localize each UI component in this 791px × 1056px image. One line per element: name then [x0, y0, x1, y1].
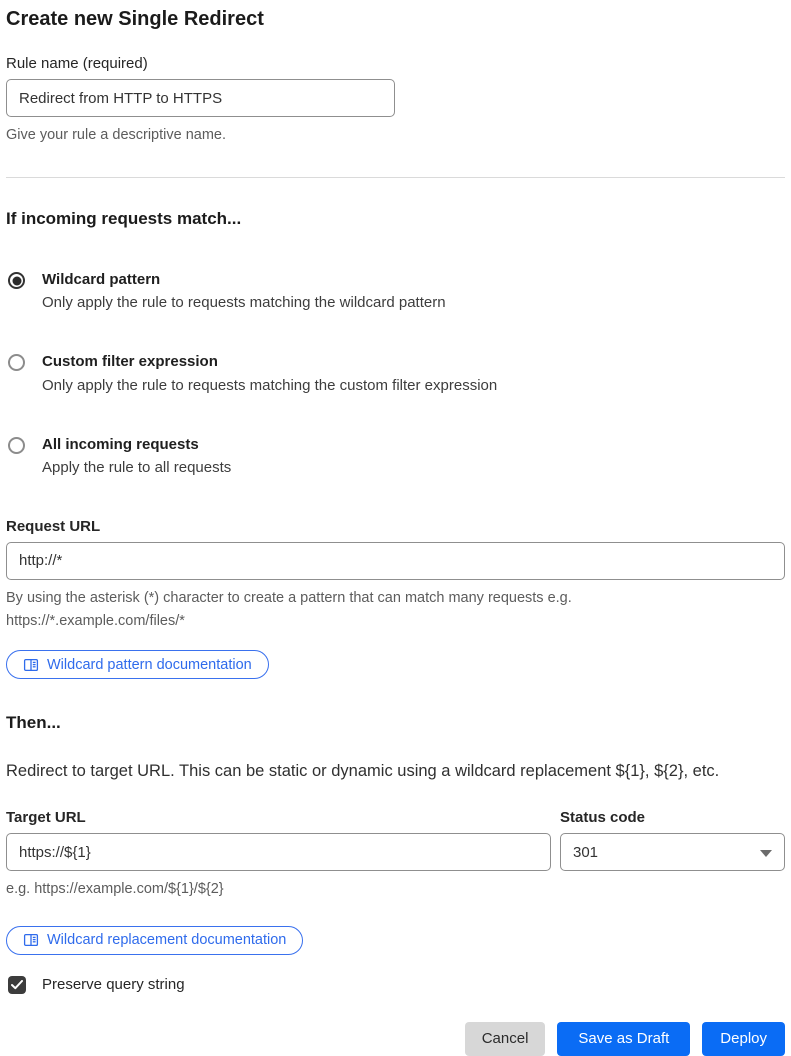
radio-button-wildcard-pattern[interactable] [8, 272, 25, 289]
book-icon [23, 932, 39, 948]
deploy-button[interactable]: Deploy [702, 1022, 785, 1056]
then-section-heading: Then... [6, 713, 61, 733]
target-url-label: Target URL [6, 809, 86, 827]
rule-name-label: Rule name (required) [6, 55, 148, 72]
radio-button-all-requests[interactable] [8, 437, 25, 454]
radio-description: Apply the rule to all requests [42, 458, 232, 476]
doc-button-label: Wildcard replacement documentation [47, 932, 287, 948]
rule-name-help: Give your rule a descriptive name. [6, 127, 227, 143]
radio-option-custom-filter[interactable] [6, 352, 785, 393]
status-code-value: 301 [573, 843, 599, 861]
radio-label[interactable]: All incoming requests [42, 435, 199, 453]
request-url-help [6, 587, 785, 633]
match-section-heading: If incoming requests match... [6, 209, 242, 229]
target-url-help: e.g. https://example.com/${1}/${2} [6, 881, 224, 898]
doc-button-label: Wildcard pattern documentation [47, 656, 252, 673]
radio-label[interactable]: Wildcard pattern [42, 271, 161, 289]
radio-description: Only apply the rule to requests matching the custom filter expression [42, 376, 498, 394]
radio-option-wildcard-pattern[interactable] [6, 270, 785, 311]
request-url-label: Request URL [6, 517, 101, 535]
request-url-help-line2: https://*.example.com/files/* [6, 613, 185, 630]
target-url-input[interactable] [6, 833, 551, 871]
wildcard-replacement-doc-button[interactable] [6, 926, 303, 955]
book-icon [23, 657, 39, 673]
status-code-select[interactable] [560, 833, 785, 871]
status-code-label: Status code [560, 809, 646, 827]
checkmark-icon [11, 980, 23, 990]
preserve-query-row[interactable] [6, 976, 785, 994]
chevron-down-icon [760, 850, 772, 857]
request-url-help-line1: By using the asterisk (*) character to create a pattern that can match many requests e.g. [6, 589, 572, 606]
rule-name-input[interactable] [6, 79, 395, 117]
cancel-button[interactable]: Cancel [465, 1022, 546, 1056]
preserve-query-label[interactable]: Preserve query string [42, 976, 185, 993]
section-divider [6, 177, 785, 178]
footer-actions [6, 1022, 785, 1056]
then-description: Redirect to target URL. This can be static or dynamic using a wildcard replacement ${1}, ${2}, etc. [6, 762, 720, 781]
radio-option-all-requests[interactable] [6, 435, 785, 476]
radio-button-custom-filter[interactable] [8, 354, 25, 371]
radio-description: Only apply the rule to requests matching the wildcard pattern [42, 294, 446, 312]
wildcard-pattern-doc-button[interactable] [6, 650, 269, 679]
radio-label[interactable]: Custom filter expression [42, 353, 218, 371]
page-title: Create new Single Redirect [6, 8, 264, 30]
save-as-draft-button[interactable]: Save as Draft [557, 1022, 690, 1056]
preserve-query-checkbox[interactable] [8, 976, 26, 994]
request-url-input[interactable] [6, 542, 785, 580]
